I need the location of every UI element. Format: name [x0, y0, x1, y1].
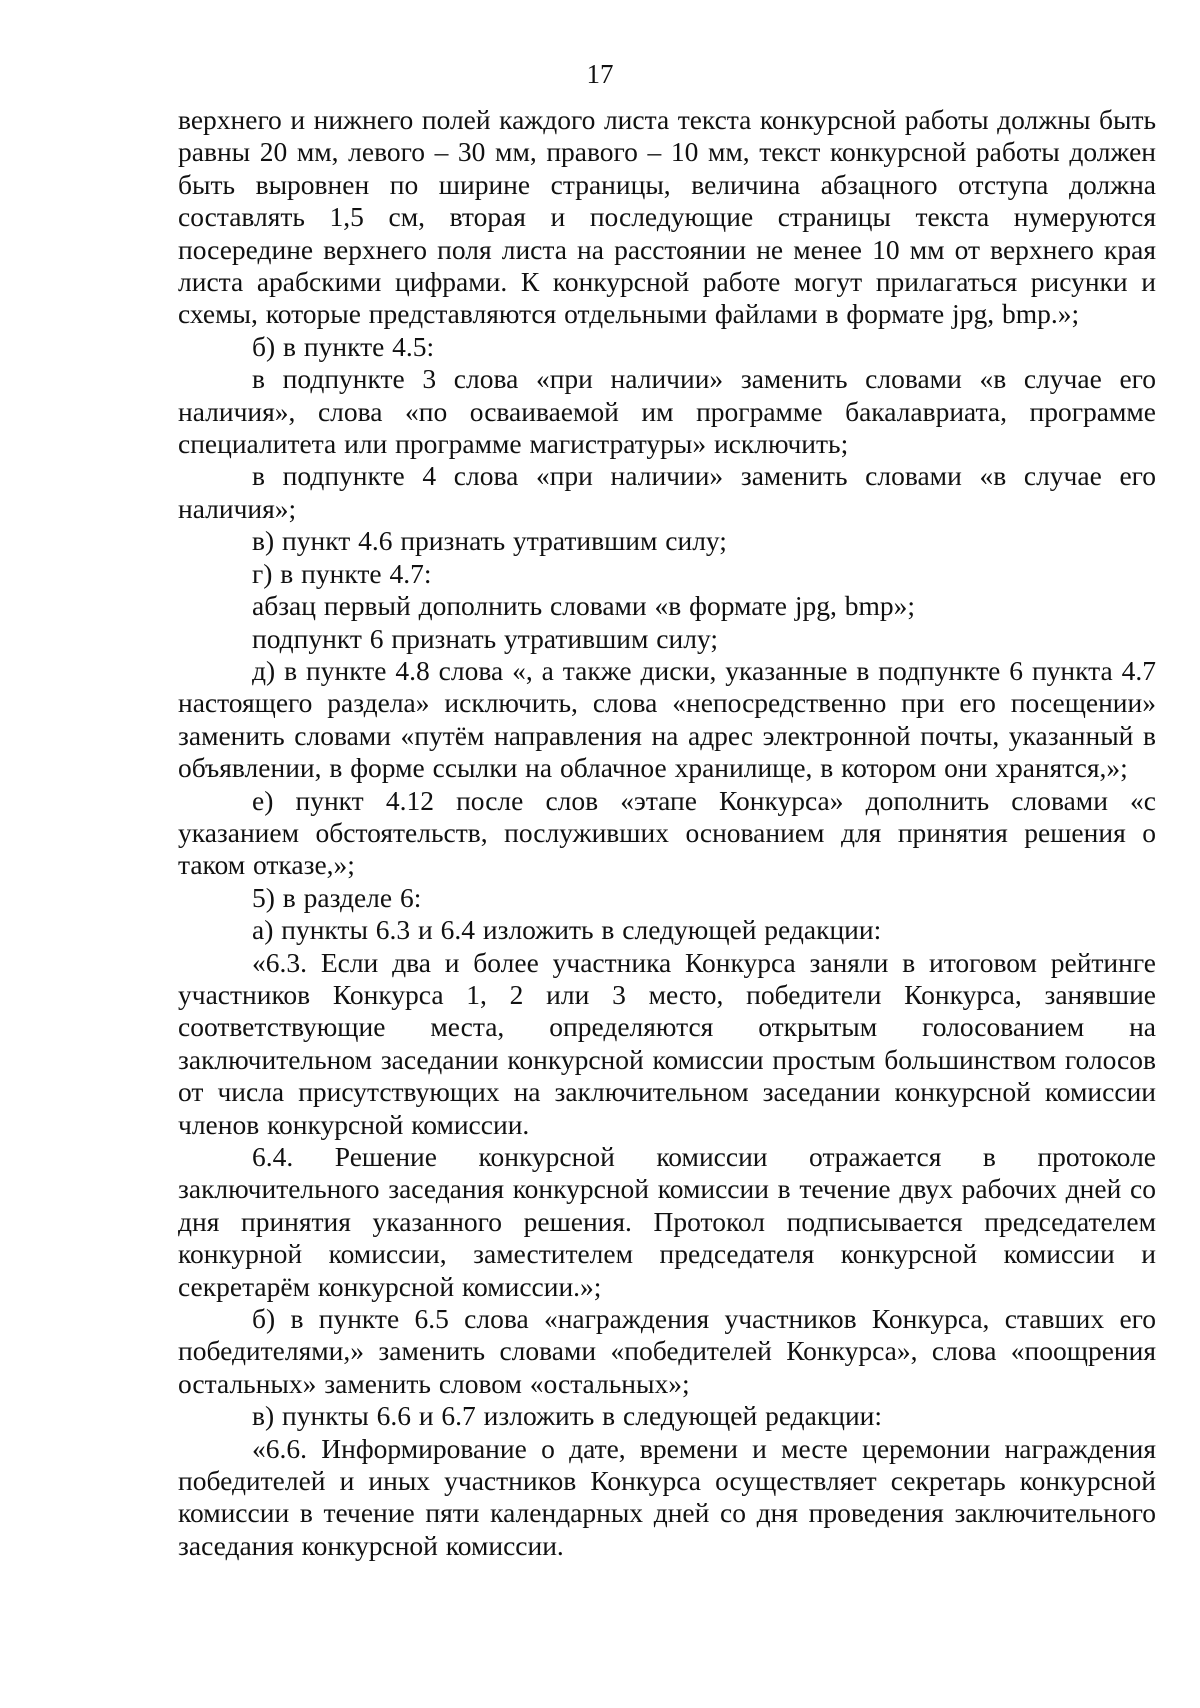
paragraph: «6.6. Информирование о дате, времени и месте церемонии награждения победителей и иных участников Конкурса осуществляет секретарь конкурсной комиссии в течение пяти календарных дней со дня проведения заключительного заседания конкурсной комиссии. [178, 1432, 1156, 1561]
paragraph: верхнего и нижнего полей каждого листа текста конкурсной работы должны быть равны 20 мм, левого – 30 мм, правого – 10 мм, текст конкурсной работы должен быть выровнен по ширине страницы, величина абзацного отступа должна составлять 1,5 см, вторая и последующие страницы текста нумеруются посередине верхнего поля листа на расстоянии не менее 10 мм от верхнего края листа арабскими цифрами. К конкурсной работе могут прилагаться рисунки и схемы, которые представляются отдельными файлами в формате jpg, bmp.»; [178, 104, 1156, 330]
paragraph: д) в пункте 4.8 слова «, а также диски, указанные в подпункте 6 пункта 4.7 настоящего раздела» исключить, слова «непосредственно при его посещении» заменить словами «путём направления на адрес электронной почты, указанный в объявлении, в форме ссылки на облачное хранилище, в котором они хранятся,»; [178, 654, 1156, 784]
paragraph: в) пункт 4.6 признать утратившим силу; [252, 525, 727, 557]
paragraph: в) пункты 6.6 и 6.7 изложить в следующей редакции: [252, 1400, 883, 1432]
paragraph: «6.3. Если два и более участника Конкурса заняли в итоговом рейтинге участников Конкурса 1, 2 или 3 место, победители Конкурса, занявшие соответствующие места, определяются открытым голосованием на заключительном заседании конкурсной комиссии простым большинством голосов от числа присутствующих на заключительном заседании конкурсной комиссии членов конкурсной комиссии. [178, 946, 1156, 1140]
paragraph: абзац первый дополнить словами «в формате jpg, bmp»; [252, 590, 916, 622]
paragraph: 6.4. Решение конкурсной комиссии отражается в протоколе заключительного заседания конкурсной комиссии в течение двух рабочих дней со дня принятия указанного решения. Протокол подписывается председателем конкурной комиссии, заместителем председателя конкурсной комиссии и секретарём конкурсной комиссии.»; [178, 1141, 1156, 1302]
paragraph: б) в пункте 6.5 слова «награждения участников Конкурса, ставших его победителями,» заменить словами «победителей Конкурса», слова «поощрения остальных» заменить словом «остальных»; [178, 1303, 1156, 1399]
document-body [178, 104, 1156, 1562]
paragraph: е) пункт 4.12 после слов «этапе Конкурса» дополнить словами «с указанием обстоятельств, послуживших основанием для принятия решения о таком отказе,»; [178, 784, 1156, 881]
paragraph: а) пункты 6.3 и 6.4 изложить в следующей редакции: [252, 914, 882, 946]
paragraph: подпункт 6 признать утратившим силу; [252, 622, 718, 654]
paragraph: в подпункте 4 слова «при наличии» заменить словами «в случае его наличия»; [178, 460, 1156, 524]
paragraph: в подпункте 3 слова «при наличии» заменить словами «в случае его наличия», слова «по осваиваемой им программе бакалавриата, программе специалитета или программе магистратуры» исключить; [178, 363, 1156, 460]
paragraph: 5) в разделе 6: [252, 881, 422, 913]
paragraph: б) в пункте 4.5: [252, 330, 435, 362]
page-number: 17 [586, 59, 614, 89]
paragraph: г) в пункте 4.7: [252, 557, 432, 589]
